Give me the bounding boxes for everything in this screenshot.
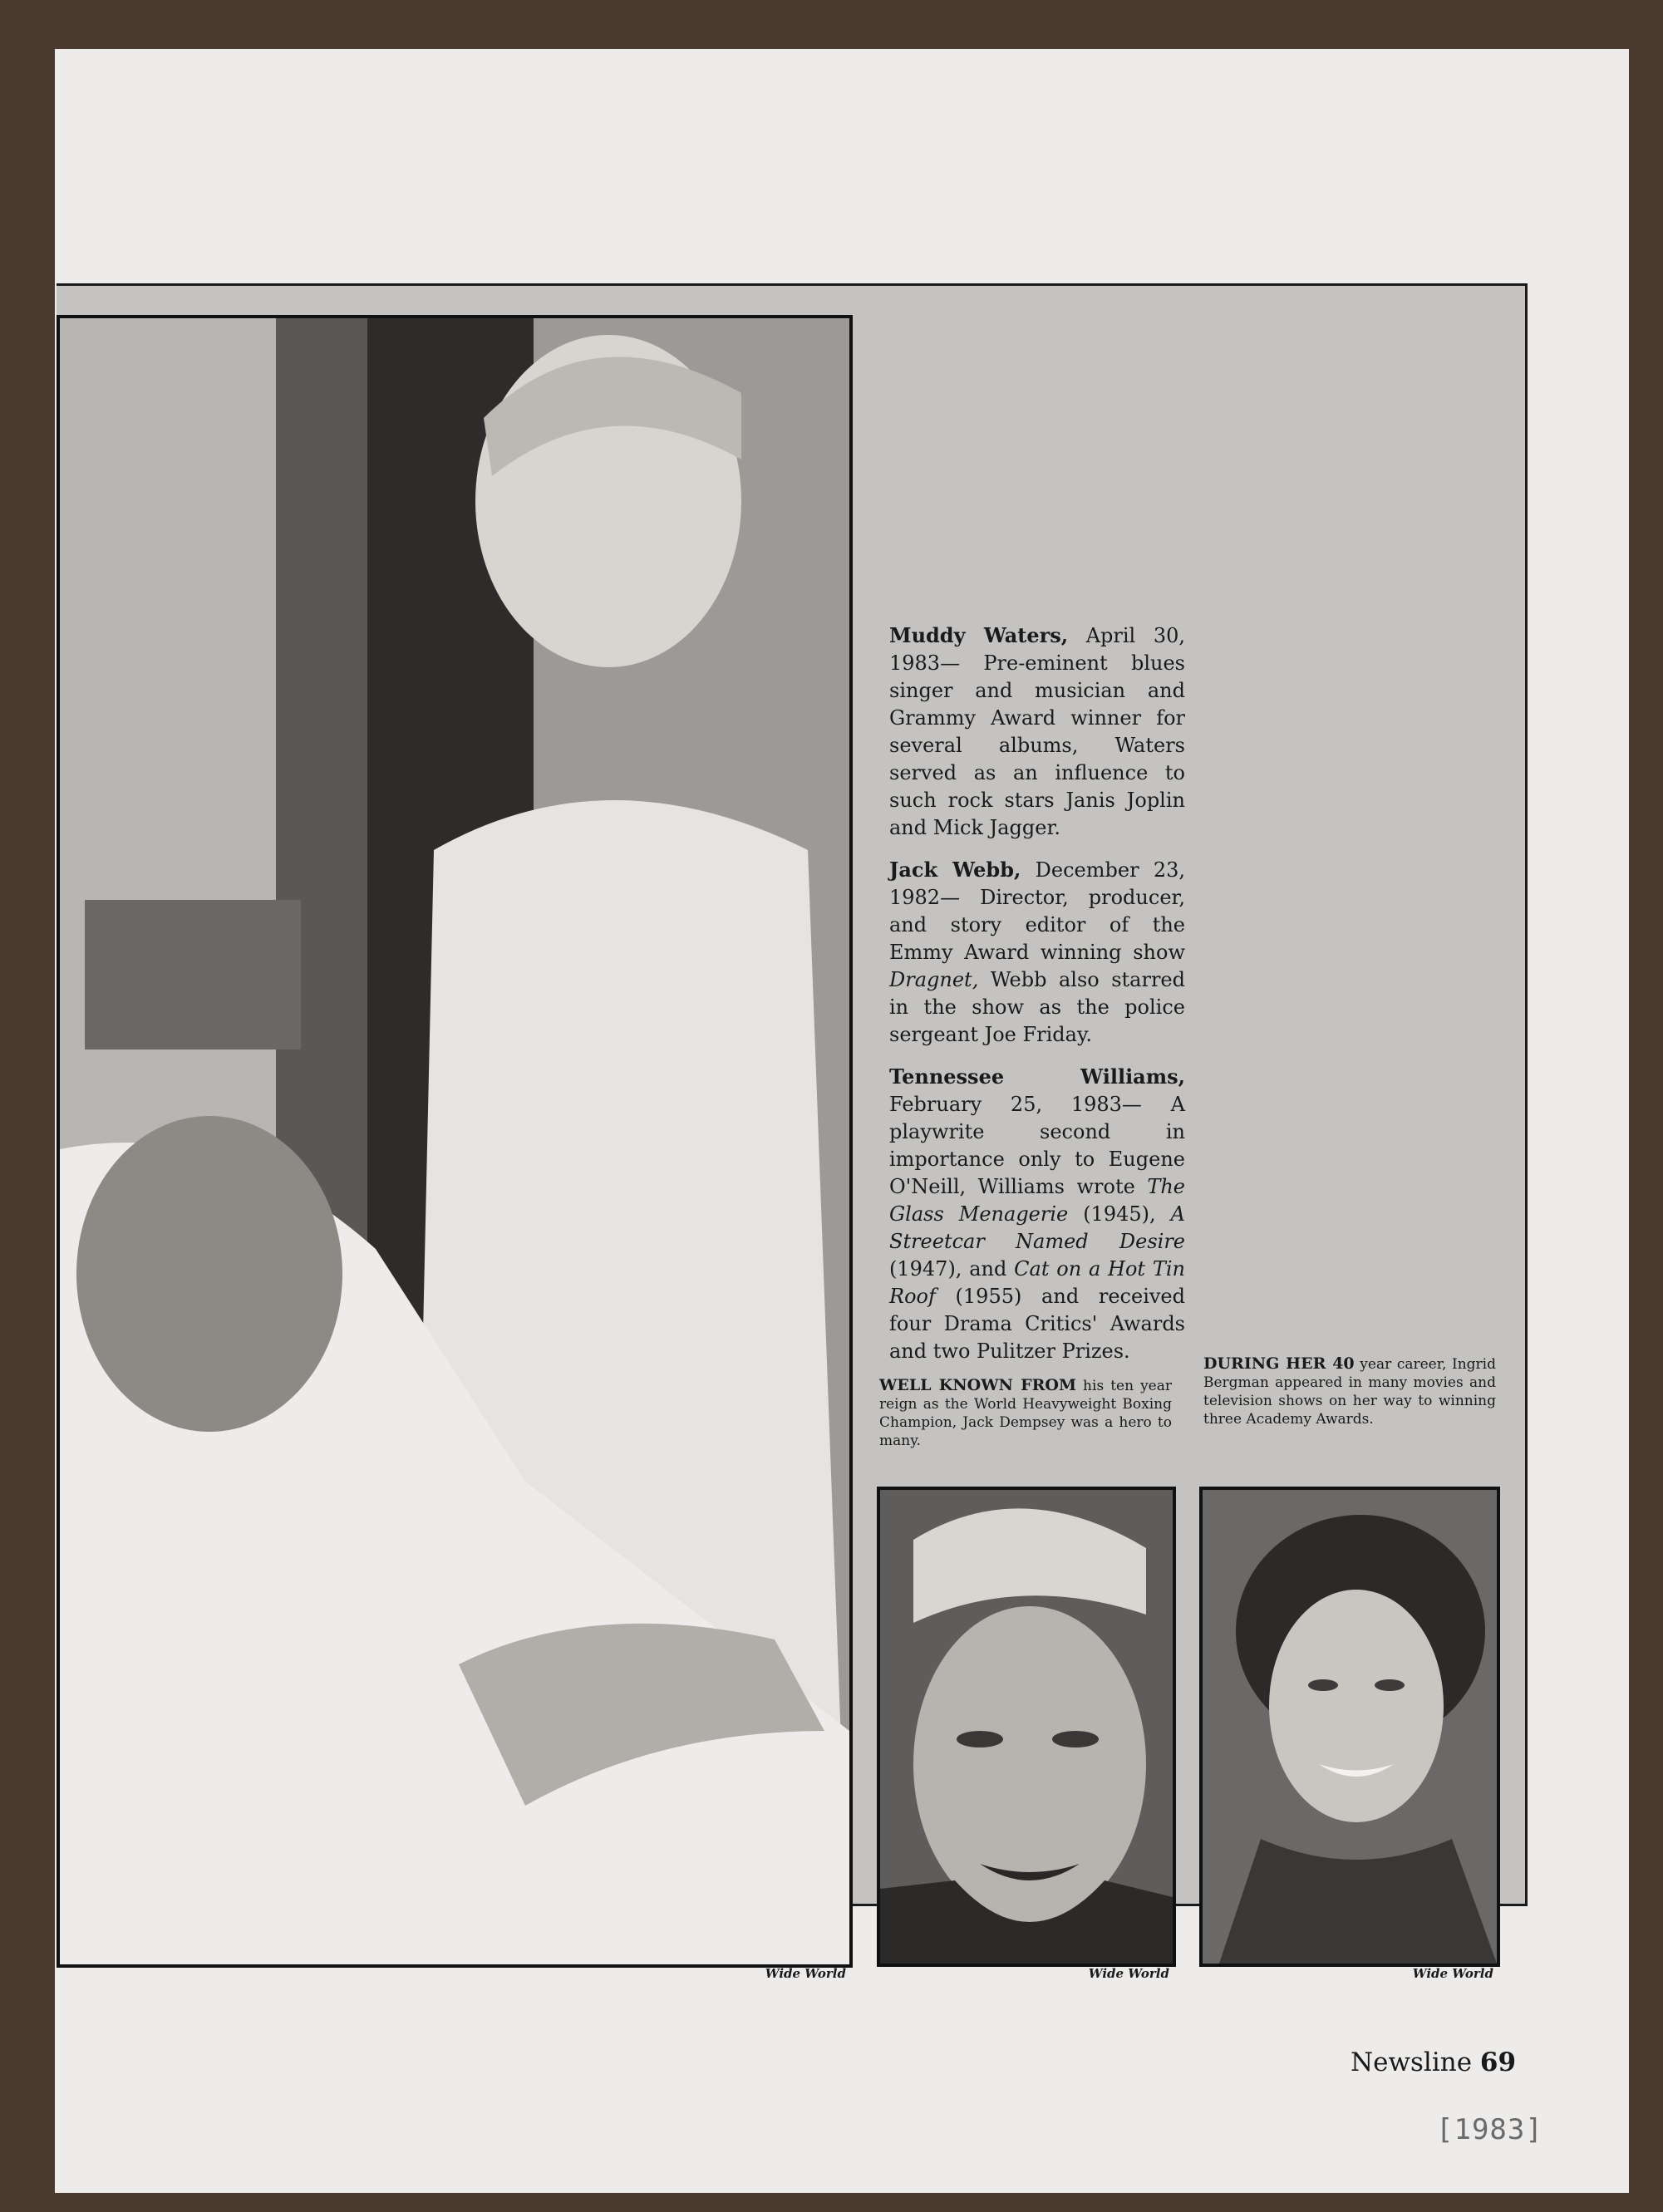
bergman-photo (1199, 1487, 1500, 1967)
main-photo-credit: Wide World (765, 1966, 846, 1981)
obit-tennessee-williams: Tennessee Williams, February 25, 1983— A playwrite second in importance only to Eugene O'Neill, Williams wrote The Glass Menagerie (1945), A Streetcar Named Desire (1947), and Cat on a Hot Tin Roof (1955) and received four Drama Critics' Awards and two Pulitzer Prizes. (889, 1064, 1185, 1363)
page-footer (1351, 2047, 1516, 2077)
obit-jack-webb: Jack Webb, December 23, 1982— Director, producer, and story editor of the Emmy Award winning show Dragnet, Webb also starred in the show as the police sergeant Joe Friday. (889, 858, 1186, 1046)
bergman-photo-credit: Wide World (1412, 1966, 1493, 1981)
dempsey-photo (877, 1487, 1176, 1967)
page-number: 69 (1479, 2047, 1517, 2077)
handwritten-year-note: [1983] (1436, 2113, 1543, 2146)
publication-name: Newsline (1351, 2047, 1473, 2077)
obituaries-column (889, 622, 1185, 1379)
obit-muddy-waters: Muddy Waters, April 30, 1983— Pre-eminent blues singer and musician and Grammy Award winner for several albums, Waters served as an influence to such rock stars Janis Joplin and Mick Jagger. (889, 623, 1185, 839)
dempsey-photo-credit: Wide World (1088, 1966, 1169, 1981)
bergman-caption: DURING HER 40 year career, Ingrid Bergman appeared in many movies and television shows on her way to winning three Academy Awards. (1203, 1354, 1496, 1428)
dempsey-caption: WELL KNOWN FROM his ten year reign as the World Heavyweight Boxing Champion, Jack Dempsey was a hero to many. (879, 1376, 1172, 1449)
hospital-photo (57, 315, 853, 1968)
